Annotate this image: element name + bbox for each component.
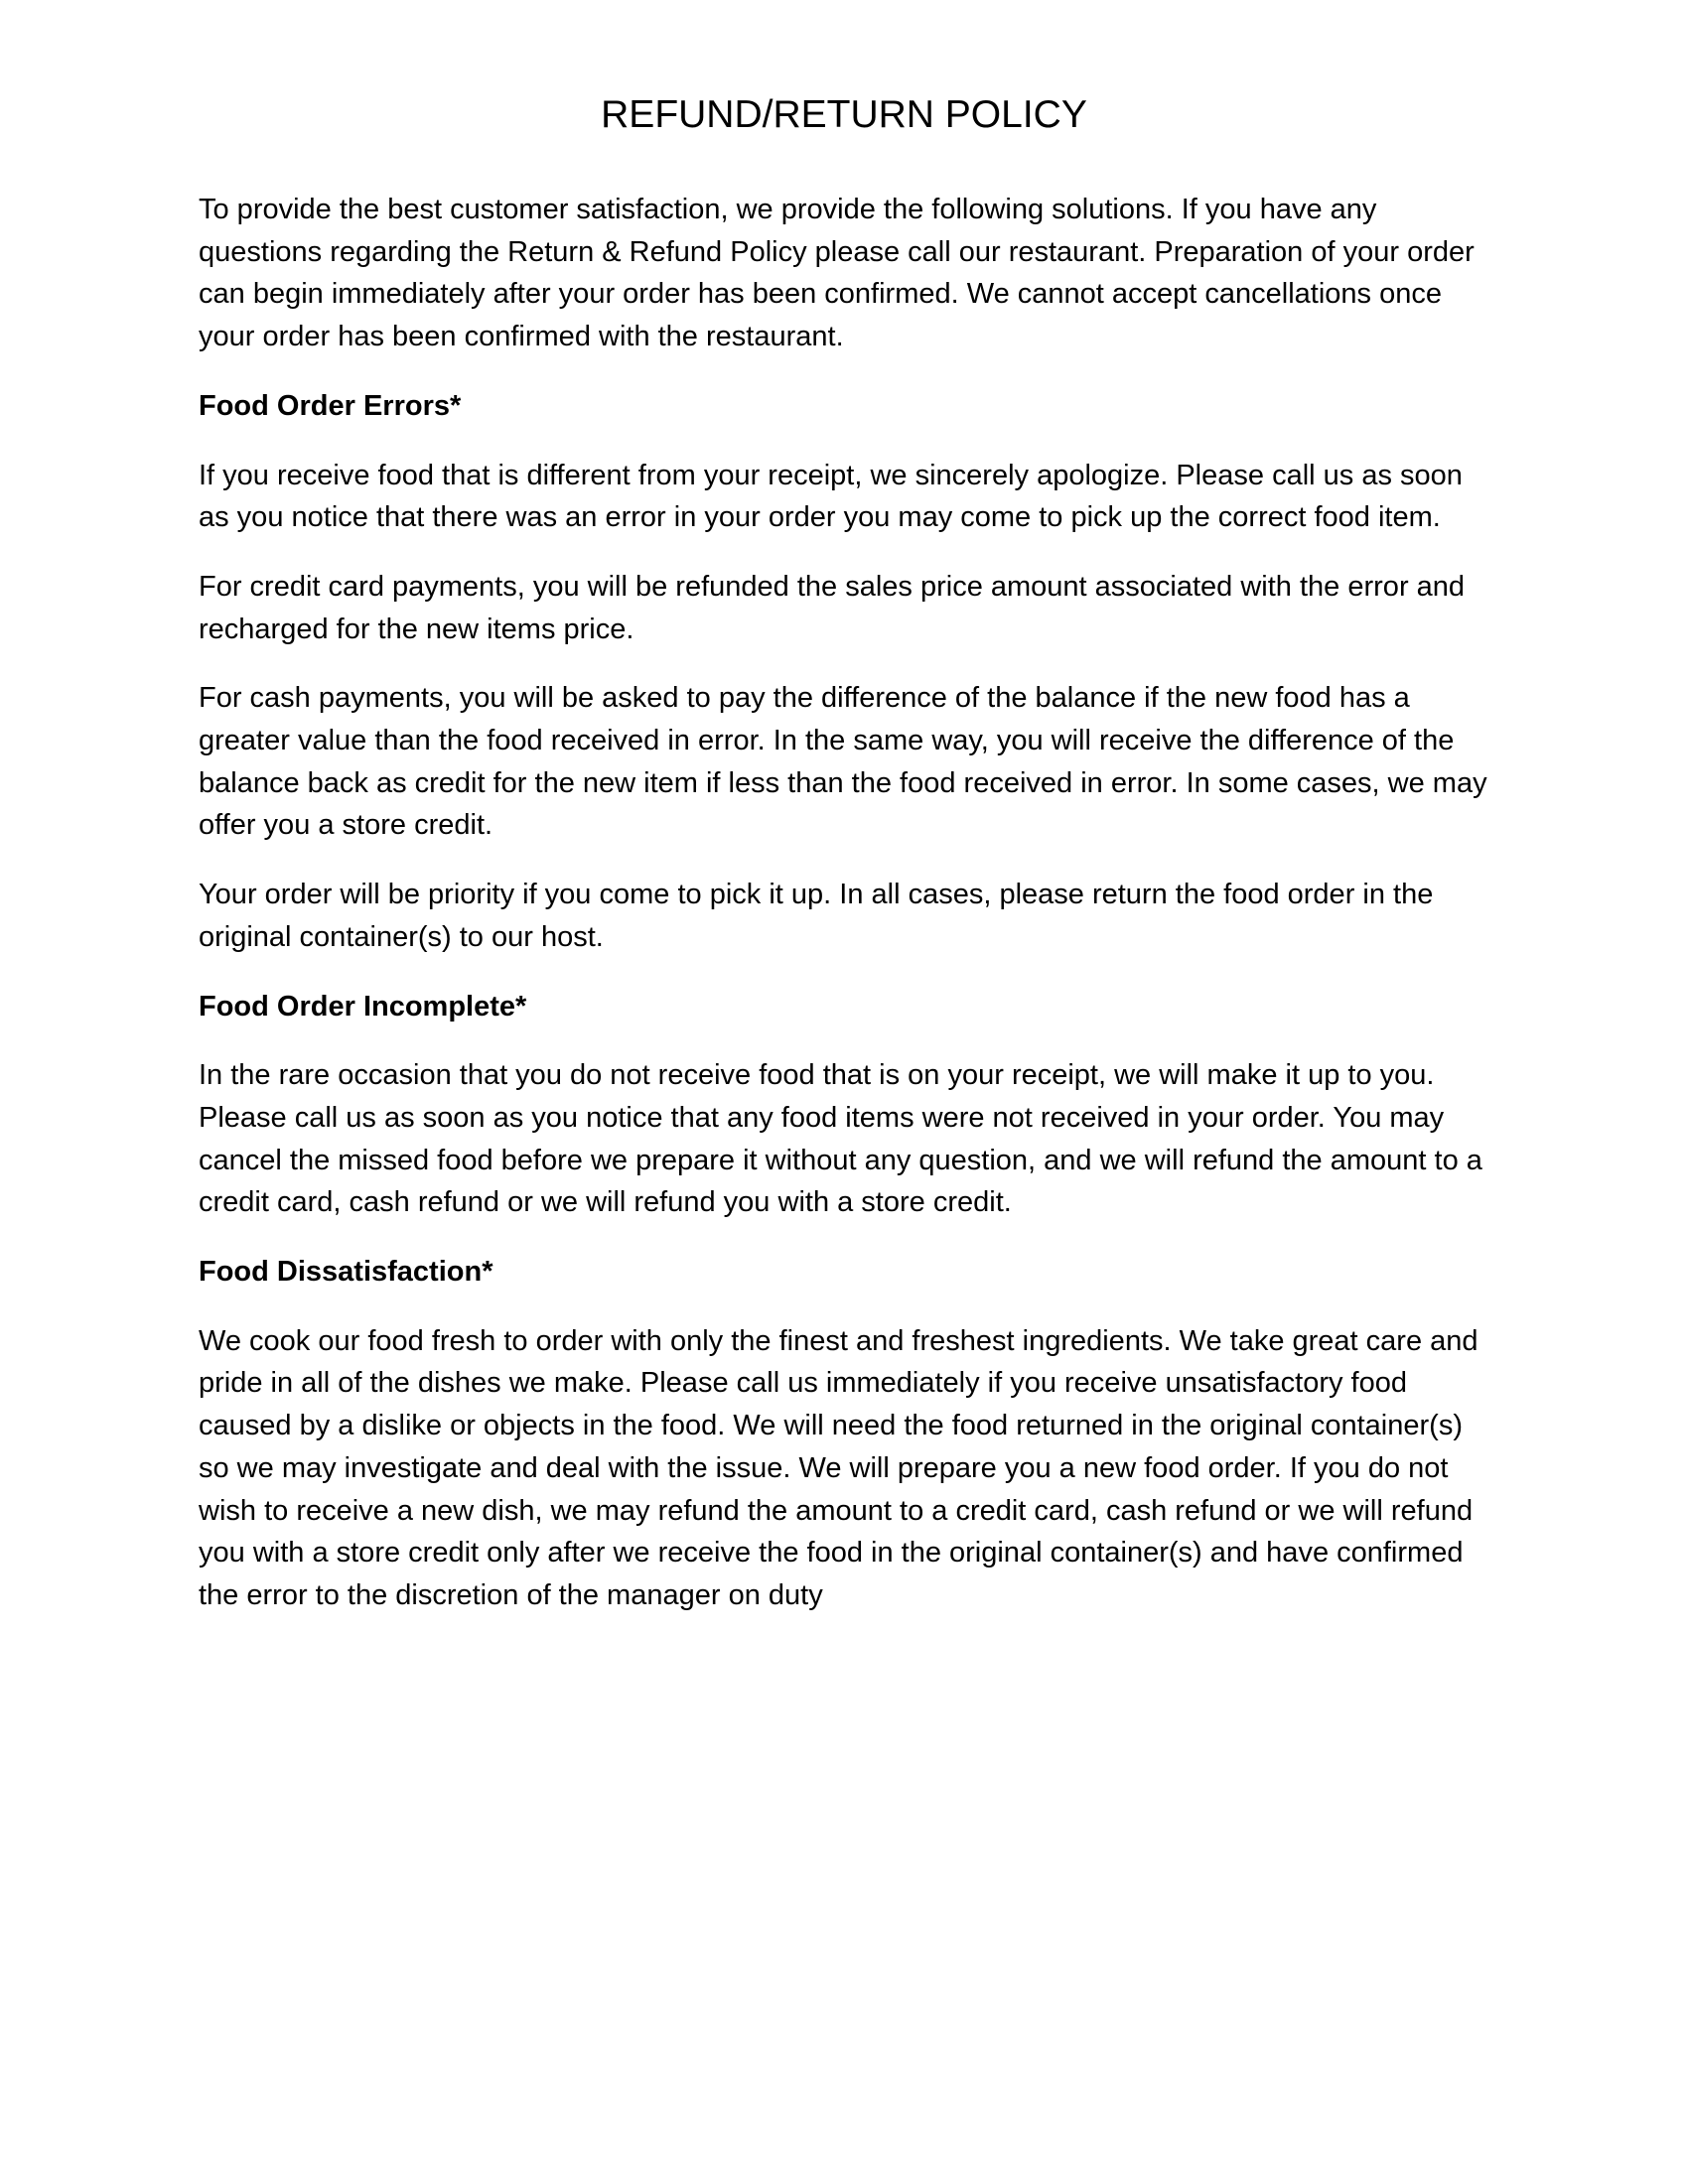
- food-order-errors-paragraph-2: For credit card payments, you will be refunded the sales price amount associated with the error and recharged for the new items price.: [199, 570, 1466, 645]
- food-order-errors-paragraph-4: Your order will be priority if you come to pick it up. In all cases, please return the food order in the original container(s) to our host.: [199, 879, 1434, 953]
- document-body: [199, 189, 1489, 1644]
- food-order-incomplete-paragraph-1: In the rare occasion that you do not receive food that is on your receipt, we will make it up to you. Please call us as soon as you notice that any food items were not received in your order. You may cancel the missed food before we prepare it without any question, and we will refund the amount to a credit card, cash refund or we will refund you with a store credit.: [199, 1059, 1482, 1219]
- page-title: REFUND/RETURN POLICY: [601, 93, 1087, 136]
- section-heading-food-order-incomplete: Food Order Incomplete*: [199, 990, 527, 1023]
- intro-paragraph: To provide the best customer satisfaction, we provide the following solutions. If you have any questions regarding the Return & Refund Policy please call our restaurant. Preparation of your order can begin immediately after your order has been confirmed. We cannot accept cancellations once your order has been confirmed with the restaurant.: [199, 194, 1475, 353]
- food-order-errors-paragraph-3: For cash payments, you will be asked to pay the difference of the balance if the new food has a greater value than the food received in error. In the same way, you will receive the difference of the balance back as credit for the new item if less than the food received in error. In some cases, we may offer you a store credit.: [199, 682, 1487, 842]
- food-order-errors-paragraph-1: If you receive food that is different from your receipt, we sincerely apologize. Please call us as soon as you notice that there was an error in your order you may come to pick up the correct food item.: [199, 459, 1463, 534]
- food-dissatisfaction-paragraph-1: We cook our food fresh to order with only the finest and freshest ingredients. We take great care and pride in all of the dishes we make. Please call us immediately if you receive unsatisfactory food caused by a dislike or objects in the food. We will need the food returned in the original container(s) so we may investigate and deal with the issue. We will prepare you a new food order. If you do not wish to receive a new dish, we may refund the amount to a credit card, cash refund or we will refund you with a store credit only after we receive the food in the original container(s) and have confirmed the error to the discretion of the manager on duty: [199, 1324, 1478, 1611]
- section-heading-food-dissatisfaction: Food Dissatisfaction*: [199, 1256, 493, 1289]
- section-heading-food-order-errors: Food Order Errors*: [199, 389, 462, 422]
